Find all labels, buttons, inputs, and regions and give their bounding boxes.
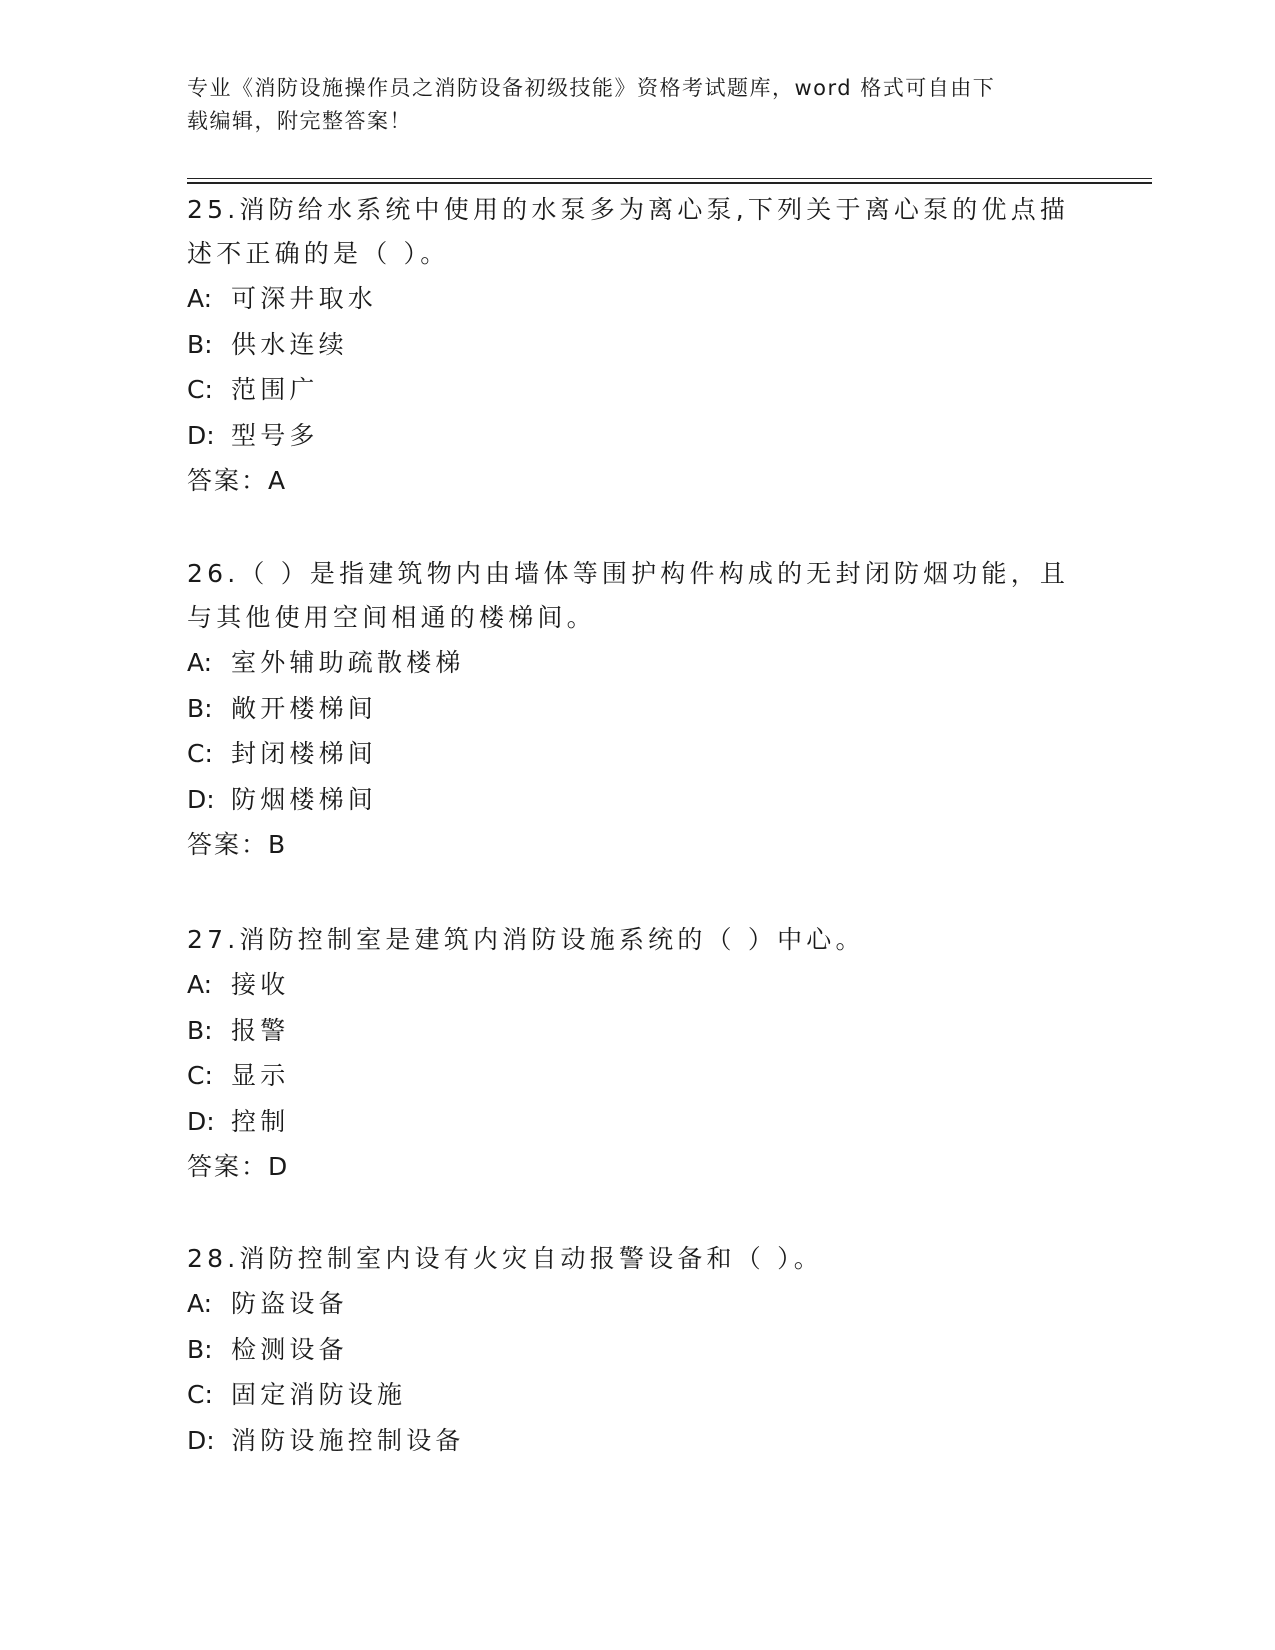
- option-a: [187, 1281, 1087, 1327]
- option-text: 防烟楼梯间: [231, 784, 378, 814]
- question-stem-line: 与其他使用空间相通的楼梯间。: [187, 603, 596, 632]
- option-c: [187, 367, 1087, 413]
- option-letter: B:: [187, 1015, 213, 1045]
- question-stem-line: 28.消防控制室内设有火灾自动报警设备和（ ）。: [187, 1244, 824, 1273]
- option-letter: D:: [187, 1425, 215, 1455]
- document-header: [187, 72, 1087, 138]
- question-stem: [187, 918, 1087, 962]
- option-text: 敞开楼梯间: [231, 693, 378, 723]
- question-stem-line: 27.消防控制室是建筑内消防设施系统的（ ）中心。: [187, 925, 865, 954]
- option-letter: D:: [187, 420, 215, 450]
- question-stem: [187, 188, 1087, 276]
- option-text: 型号多: [231, 420, 319, 450]
- option-b: [187, 322, 1087, 368]
- question-stem-line: 26.（ ）是指建筑物内由墙体等围护构件构成的无封闭防烟功能，且: [187, 559, 1070, 588]
- option-text: 固定消防设施: [231, 1380, 407, 1409]
- option-letter: C:: [187, 375, 213, 404]
- option-letter: D:: [187, 784, 215, 814]
- question-26: [187, 552, 1087, 867]
- option-text: 范围广: [231, 375, 319, 404]
- answer-line: [187, 1144, 1087, 1189]
- header-divider-thin: [187, 178, 1152, 179]
- option-text: 检测设备: [231, 1334, 348, 1364]
- option-text: 报警: [231, 1015, 290, 1045]
- answer-label: 答案：: [187, 1152, 269, 1181]
- option-text: 室外辅助疏散楼梯: [231, 648, 465, 677]
- option-b: [187, 1327, 1087, 1373]
- option-a: [187, 276, 1087, 322]
- question-stem: [187, 1237, 1087, 1281]
- question-stem: [187, 552, 1087, 640]
- answer-label: 答案：: [187, 466, 269, 495]
- option-text: 防盗设备: [231, 1289, 348, 1318]
- option-text: 可深井取水: [231, 284, 378, 313]
- option-text: 封闭楼梯间: [231, 739, 378, 768]
- option-letter: A:: [187, 648, 213, 677]
- option-d: [187, 1418, 1087, 1464]
- option-letter: D:: [187, 1106, 215, 1136]
- answer-value: B: [268, 830, 286, 859]
- answer-line: [187, 458, 1087, 503]
- option-letter: C:: [187, 739, 213, 768]
- question-27: [187, 918, 1087, 1189]
- answer-line: [187, 822, 1087, 867]
- header-line-1: 专业《消防设施操作员之消防设备初级技能》资格考试题库，word 格式可自由下: [187, 76, 996, 100]
- header-line-2: 载编辑，附完整答案！: [187, 109, 412, 133]
- option-letter: B:: [187, 1334, 213, 1364]
- option-d: [187, 1099, 1087, 1145]
- option-letter: B:: [187, 329, 213, 359]
- question-28: [187, 1237, 1087, 1463]
- option-a: [187, 962, 1087, 1008]
- option-d: [187, 413, 1087, 459]
- option-text: 接收: [231, 970, 290, 999]
- option-c: [187, 731, 1087, 777]
- option-c: [187, 1053, 1087, 1099]
- option-text: 显示: [231, 1061, 290, 1090]
- option-a: [187, 640, 1087, 686]
- option-letter: A:: [187, 970, 213, 999]
- option-c: [187, 1372, 1087, 1418]
- answer-value: D: [268, 1152, 288, 1181]
- option-d: [187, 777, 1087, 823]
- option-letter: C:: [187, 1061, 213, 1090]
- question-25: [187, 188, 1087, 503]
- option-b: [187, 686, 1087, 732]
- answer-label: 答案：: [187, 830, 269, 859]
- option-b: [187, 1008, 1087, 1054]
- option-letter: A:: [187, 284, 213, 313]
- answer-value: A: [268, 466, 286, 495]
- option-letter: C:: [187, 1380, 213, 1409]
- option-text: 控制: [231, 1106, 290, 1136]
- option-text: 供水连续: [231, 329, 348, 359]
- option-letter: A:: [187, 1289, 213, 1318]
- option-text: 消防设施控制设备: [231, 1425, 465, 1455]
- header-divider-thick: [187, 182, 1152, 184]
- option-letter: B:: [187, 693, 213, 723]
- question-stem-line: 述不正确的是（ ）。: [187, 239, 450, 268]
- question-stem-line: 25.消防给水系统中使用的水泵多为离心泵,下列关于离心泵的优点描: [187, 195, 1070, 224]
